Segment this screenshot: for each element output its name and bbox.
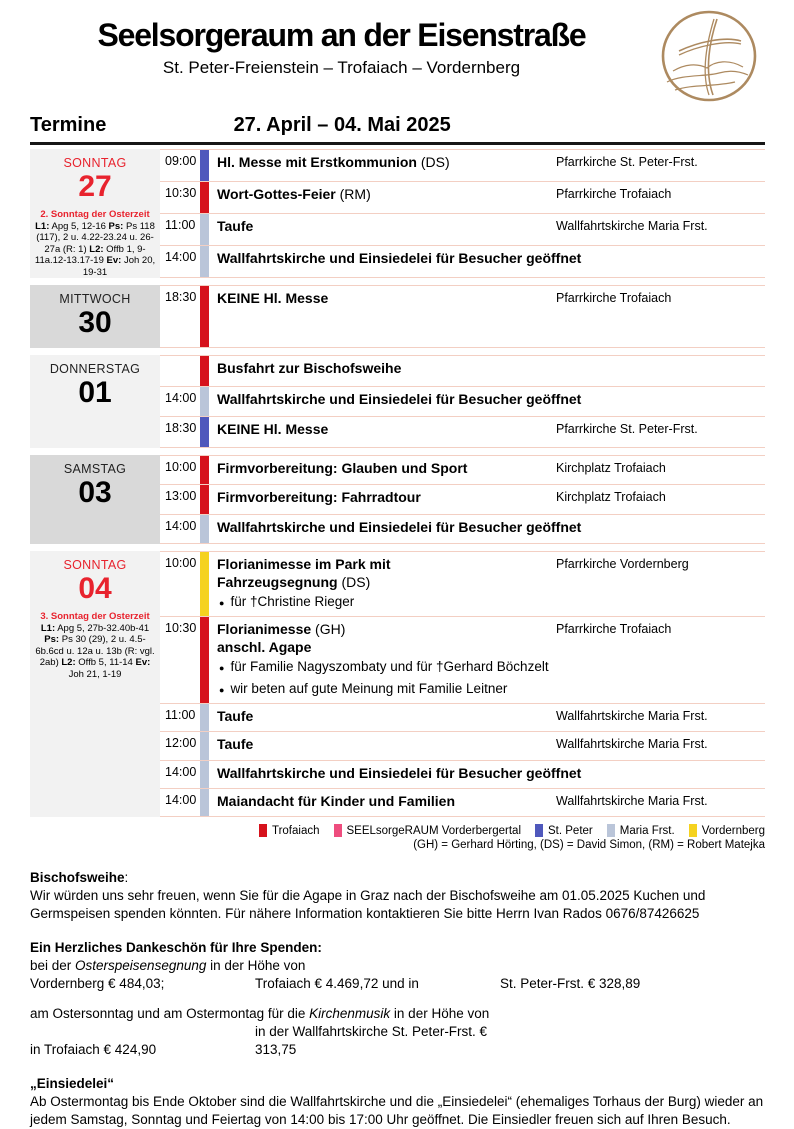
event-title: Wallfahrtskirche und Einsiedelei für Besucher geöffnet bbox=[217, 518, 582, 535]
event-main bbox=[209, 761, 765, 788]
event-row bbox=[160, 245, 765, 277]
legend-label: SEELsorgeRAUM Vorderbergertal bbox=[346, 824, 521, 837]
date-range: 27. April – 04. Mai 2025 bbox=[233, 114, 451, 136]
event-color-bar bbox=[200, 515, 209, 543]
event-title: Fahrzeugsegnung (DS) bbox=[217, 574, 371, 590]
event-row bbox=[160, 731, 765, 759]
readings-text: L1: Apg 5, 27b-32.40b-41 Ps: Ps 30 (29), 2 u. 4.5-6b.6cd u. 12a u. 13b (R: vgl. 2ab) L2: Offb 5, 11-14 Ev: Joh 21, 1-19 bbox=[35, 622, 155, 680]
parish-cross-logo-icon bbox=[653, 10, 765, 102]
schedule-table bbox=[30, 149, 765, 817]
feast-label: 3. Sonntag der Osterzeit bbox=[40, 610, 150, 622]
event-location: Pfarrkirche Trofaiach bbox=[556, 622, 672, 636]
note-text: Ab Ostermontag bis Ende Oktober sind die Wallfahrtskirche und die „Einsiedelei“ (ehemaliges Torhaus der Burg) wieder an jedem Samstag, Sonntag und Feiertag von 14:00 bis 17:00 Uhr geöffnet. Die Einsiedler freuen sich auf Ihren Besuch. bbox=[30, 1094, 764, 1127]
event-location: Kirchplatz Trofaiach bbox=[556, 490, 666, 505]
event-time: 14:00 bbox=[165, 518, 197, 533]
event-color-bar bbox=[200, 214, 209, 245]
event-row bbox=[160, 416, 765, 447]
header-text bbox=[30, 10, 653, 78]
event-title: Wallfahrtskirche und Einsiedelei für Besucher geöffnet bbox=[217, 764, 582, 781]
event-bullet: ● für Familie Nagyszombaty und für †Gerhard Böchzelt bbox=[217, 657, 765, 678]
event-title: KEINE Hl. Messe bbox=[217, 421, 329, 438]
note-section bbox=[30, 869, 765, 922]
event-title: anschl. Agape bbox=[217, 639, 312, 655]
event-time: 11:00 bbox=[165, 708, 196, 722]
event-color-bar bbox=[200, 456, 209, 484]
page-title: Seelsorgeraum an der Eisenstraße bbox=[97, 17, 586, 53]
note-heading: Ein Herzliches Dankeschön für Ihre Spenden: bbox=[30, 940, 322, 956]
event-bullet: ● für †Christine Rieger bbox=[217, 592, 765, 613]
note-columns: in Trofaiach € 424,90in der Wallfahrtskirche St. Peter-Frst. € 313,75 bbox=[30, 1023, 488, 1057]
event-title: Florianimesse im Park mit bbox=[217, 556, 391, 572]
event-time: 18:30 bbox=[165, 290, 197, 304]
event-location: Pfarrkirche Vordernberg bbox=[556, 557, 689, 571]
readings-text: L1: Apg 5, 12-16 Ps: Ps 118 (117), 2 u. 4.22-23.24 u. 26-27a (R: 1) L2: Offb 1, 9-11a.12-13.17-19 Ev: Joh 20, 19-31 bbox=[34, 220, 156, 278]
day-name: DONNERSTAG bbox=[49, 362, 141, 376]
termine-label: Termine bbox=[30, 114, 107, 136]
events-list bbox=[160, 149, 765, 278]
event-time: 13:00 bbox=[165, 489, 197, 504]
event-time: 14:00 bbox=[165, 390, 197, 405]
note-section bbox=[30, 1075, 765, 1128]
event-title: Busfahrt zur Bischofsweihe bbox=[217, 360, 402, 376]
day-column bbox=[30, 285, 160, 348]
legend-item bbox=[607, 824, 675, 837]
event-color-bar bbox=[200, 761, 209, 788]
event-time: 18:30 bbox=[165, 421, 197, 436]
event-title: Wallfahrtskirche und Einsiedelei für Besucher geöffnet bbox=[217, 390, 582, 407]
event-time: 14:00 bbox=[165, 764, 197, 779]
header bbox=[30, 10, 765, 102]
event-main bbox=[209, 515, 765, 543]
event-location: Wallfahrtskirche Maria Frst. bbox=[556, 793, 708, 808]
day-column bbox=[30, 551, 160, 817]
event-title: Taufe bbox=[217, 736, 254, 753]
event-location: Pfarrkirche St. Peter-Frst. bbox=[556, 155, 698, 169]
day-number: 03 bbox=[78, 476, 112, 509]
event-row bbox=[160, 213, 765, 245]
day-number: 30 bbox=[78, 306, 112, 339]
event-main bbox=[209, 246, 765, 277]
event-location: Kirchplatz Trofaiach bbox=[556, 461, 666, 475]
event-color-bar bbox=[200, 150, 209, 181]
event-time: 14:00 bbox=[165, 250, 197, 264]
event-row bbox=[160, 285, 765, 347]
event-row bbox=[160, 514, 765, 543]
event-row bbox=[160, 149, 765, 181]
legend-color-swatch bbox=[535, 824, 543, 837]
events-list bbox=[160, 355, 765, 448]
event-color-bar bbox=[200, 732, 209, 759]
event-title: Wort-Gottes-Feier (RM) bbox=[217, 186, 371, 202]
legend-color-swatch bbox=[607, 824, 615, 837]
event-title: Wallfahrtskirche und Einsiedelei für Besucher geöffnet bbox=[217, 250, 582, 266]
event-color-bar bbox=[200, 387, 209, 417]
legend-color-swatch bbox=[334, 824, 342, 837]
day-block bbox=[30, 551, 765, 817]
event-color-bar bbox=[200, 286, 209, 347]
note-gap bbox=[30, 993, 765, 1005]
note-text: bei der Osterspeisensegnung in der Höhe von bbox=[30, 958, 306, 974]
event-row bbox=[160, 616, 765, 703]
event-time: 09:00 bbox=[165, 154, 197, 168]
note-section bbox=[30, 939, 765, 1058]
event-title: Taufe bbox=[217, 218, 254, 234]
bullet-icon: ● bbox=[219, 663, 225, 673]
bullet-icon: ● bbox=[219, 598, 225, 608]
event-time: 10:30 bbox=[165, 186, 197, 200]
legend-label: Trofaiach bbox=[271, 824, 320, 837]
event-row bbox=[160, 386, 765, 417]
note-columns: Vordernberg € 484,03; Trofaiach € 4.469,72 und in St. Peter-Frst. € 328,89 bbox=[30, 976, 641, 992]
day-block bbox=[30, 285, 765, 348]
event-main bbox=[209, 387, 765, 417]
day-block bbox=[30, 149, 765, 278]
events-list bbox=[160, 551, 765, 817]
day-name: MITTWOCH bbox=[59, 292, 131, 306]
event-time bbox=[160, 356, 197, 386]
event-row bbox=[160, 703, 765, 731]
note-heading: „Einsiedelei“ bbox=[30, 1076, 115, 1092]
legend-label: Maria Frst. bbox=[619, 824, 675, 837]
legend-item bbox=[535, 824, 593, 837]
note-text: am Ostersonntag und am Ostermontag für die Kirchenmusik in der Höhe von bbox=[30, 1005, 490, 1021]
note-text: Wir würden uns sehr freuen, wenn Sie für die Agape in Graz nach der Bischofsweihe am 01.05.2025 Kuchen und Germspeisen spenden könnten. Für nähere Information kontaktieren Sie bitte Herrn Ivan Rados 0676/87426625 bbox=[30, 887, 706, 921]
event-time: 10:00 bbox=[165, 460, 197, 474]
legend-color-swatch bbox=[259, 824, 267, 837]
legend-item bbox=[259, 824, 320, 837]
event-title: Firmvorbereitung: Glauben und Sport bbox=[217, 460, 468, 476]
event-location: Pfarrkirche St. Peter-Frst. bbox=[556, 422, 698, 437]
event-time: 11:00 bbox=[165, 218, 196, 232]
day-column bbox=[30, 149, 160, 278]
legend-items bbox=[30, 824, 765, 837]
event-bullet: ● wir beten auf gute Meinung mit Familie Leitner bbox=[217, 679, 765, 700]
day-block bbox=[30, 455, 765, 544]
event-title: Firmvorbereitung: Fahrradtour bbox=[217, 489, 421, 506]
legend-item bbox=[689, 824, 765, 837]
day-number: 04 bbox=[78, 572, 112, 605]
legend-label: Vordernberg bbox=[701, 824, 765, 837]
event-row bbox=[160, 455, 765, 484]
event-color-bar bbox=[200, 617, 209, 703]
event-row bbox=[160, 484, 765, 513]
event-row bbox=[160, 181, 765, 213]
day-name: SONNTAG bbox=[63, 558, 127, 572]
note-heading: Bischofsweihe: bbox=[30, 870, 129, 885]
event-color-bar bbox=[200, 356, 209, 386]
event-color-bar bbox=[200, 182, 209, 213]
event-row bbox=[160, 355, 765, 386]
event-row bbox=[160, 760, 765, 788]
event-location: Wallfahrtskirche Maria Frst. bbox=[556, 737, 708, 752]
event-time: 10:30 bbox=[165, 621, 197, 635]
day-column bbox=[30, 355, 160, 448]
legend-credits: (GH) = Gerhard Hörting, (DS) = David Simon, (RM) = Robert Matejka bbox=[413, 839, 765, 851]
event-location: Pfarrkirche Trofaiach bbox=[556, 187, 672, 201]
notes bbox=[30, 869, 765, 1129]
event-title: Maiandacht für Kinder und Familien bbox=[217, 792, 456, 809]
day-name: SAMSTAG bbox=[63, 462, 127, 476]
event-row bbox=[160, 788, 765, 816]
event-main bbox=[209, 356, 765, 386]
feast-label: 2. Sonntag der Osterzeit bbox=[40, 208, 150, 220]
event-color-bar bbox=[200, 485, 209, 513]
events-list bbox=[160, 455, 765, 544]
legend-label: St. Peter bbox=[548, 824, 593, 837]
event-title: KEINE Hl. Messe bbox=[217, 290, 329, 306]
event-title: Taufe bbox=[217, 708, 254, 724]
event-time: 14:00 bbox=[165, 792, 197, 807]
legend-color-swatch bbox=[689, 824, 697, 837]
event-time: 10:00 bbox=[165, 556, 197, 570]
day-name: SONNTAG bbox=[63, 156, 127, 170]
event-location: Wallfahrtskirche Maria Frst. bbox=[556, 709, 708, 723]
termine-header bbox=[30, 114, 765, 145]
event-color-bar bbox=[200, 246, 209, 277]
legend-item bbox=[334, 824, 522, 837]
event-color-bar bbox=[200, 704, 209, 731]
event-title: Florianimesse (GH) bbox=[217, 621, 346, 637]
event-color-bar bbox=[200, 789, 209, 816]
bullet-icon: ● bbox=[219, 685, 225, 695]
event-title: Hl. Messe mit Erstkommunion (DS) bbox=[217, 154, 450, 170]
event-color-bar bbox=[200, 552, 209, 616]
event-location: Wallfahrtskirche Maria Frst. bbox=[556, 219, 708, 233]
event-color-bar bbox=[200, 417, 209, 447]
page-subtitle: St. Peter-Freienstein – Trofaiach – Vordernberg bbox=[162, 58, 521, 78]
event-time: 12:00 bbox=[165, 736, 197, 751]
day-number: 27 bbox=[78, 170, 112, 203]
day-block bbox=[30, 355, 765, 448]
event-row bbox=[160, 551, 765, 616]
event-location: Pfarrkirche Trofaiach bbox=[556, 291, 672, 305]
legend bbox=[30, 824, 765, 851]
day-column bbox=[30, 455, 160, 544]
events-list bbox=[160, 285, 765, 348]
day-number: 01 bbox=[78, 376, 112, 409]
